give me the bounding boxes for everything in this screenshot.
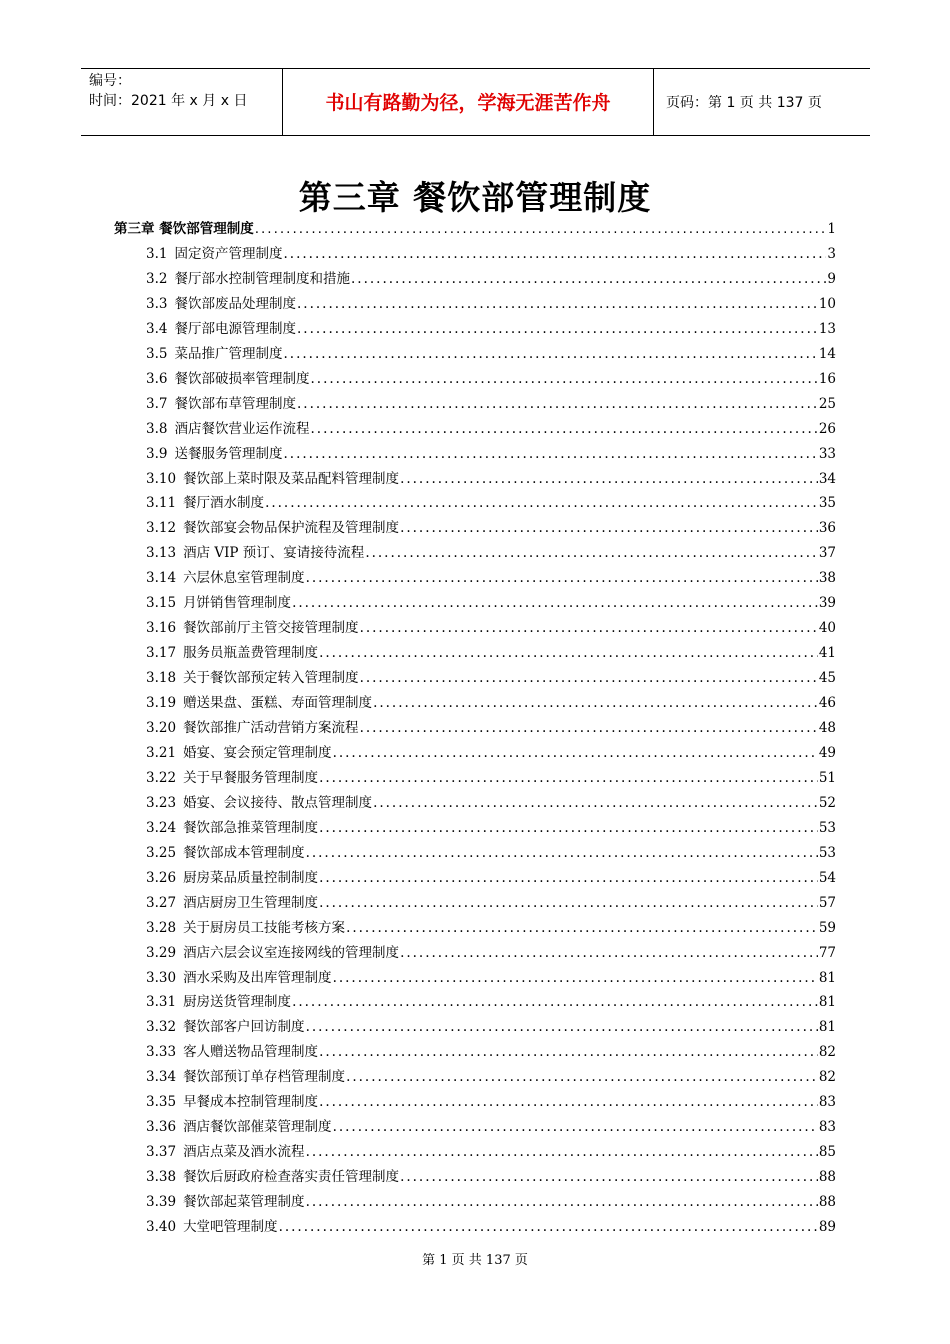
toc-entry-number: 3.38: [146, 1169, 177, 1186]
toc-entry-title: 大堂吧管理制度: [183, 1219, 278, 1235]
toc-dot-leader: [346, 918, 818, 938]
toc-entry-number: 3.3: [146, 295, 168, 312]
toc-entry-number: 3.26: [146, 869, 177, 886]
toc-dot-leader: [319, 868, 818, 888]
toc-entry-title: 婚宴、会议接待、散点管理制度: [183, 794, 373, 811]
toc-entry[interactable]: [146, 419, 836, 439]
toc-page-number: 13: [818, 320, 836, 337]
toc-page-number: 82: [818, 1069, 836, 1086]
toc-dot-leader: [319, 818, 818, 838]
toc-entry-number: 3.24: [146, 819, 177, 836]
toc-entry[interactable]: [146, 344, 836, 364]
toc-entry-number: 3.12: [146, 520, 177, 537]
toc-entry[interactable]: [146, 369, 836, 389]
toc-page-number: 37: [818, 545, 836, 562]
toc-entry-number: 3.8: [146, 420, 168, 437]
toc-entry[interactable]: [146, 444, 836, 464]
toc-page-number: 82: [818, 1044, 836, 1061]
toc-dot-leader: [319, 1042, 818, 1062]
toc-entry-number: 3.1: [146, 245, 168, 262]
toc-entry[interactable]: [146, 269, 836, 289]
toc-entry-title: 酒店点菜及酒水流程: [183, 1144, 305, 1161]
toc-entry-number: 3.32: [146, 1019, 177, 1036]
toc-dot-leader: [360, 618, 818, 638]
toc-dot-leader: [283, 244, 826, 264]
toc-entry[interactable]: [146, 943, 836, 963]
toc-entry-title: 餐厅部电源管理制度: [174, 320, 296, 337]
toc-entry[interactable]: [146, 1192, 836, 1212]
toc-page-number: 53: [818, 819, 836, 836]
header-motto: 书山有路勤为径，学海无涯苦作舟: [282, 69, 654, 135]
toc-entry-number: 3.22: [146, 769, 177, 786]
toc-entry-number: 3.40: [146, 1219, 177, 1235]
toc-entry-number: 3.14: [146, 570, 177, 587]
toc-page-number: 25: [818, 395, 836, 412]
toc-entry-title: 餐厅部水控制管理制度和措施: [174, 270, 350, 287]
toc-page-number: 41: [818, 645, 836, 662]
toc-page-number: 54: [818, 869, 836, 886]
toc-dot-leader: [365, 543, 818, 563]
toc-entry-title: 厨房菜品质量控制制度: [183, 869, 319, 886]
toc-entry-number: 3.10: [146, 470, 177, 487]
toc-dot-leader: [346, 1067, 818, 1087]
toc-page-number: 81: [818, 994, 836, 1011]
toc-entry-title: 餐饮部急推菜管理制度: [183, 819, 319, 836]
toc-page-number: 1: [827, 221, 836, 237]
toc-entry-title: 餐厅酒水制度: [183, 495, 265, 512]
toc-entry[interactable]: [146, 893, 836, 913]
header-meta: [81, 69, 282, 135]
toc-entry-number: 3.27: [146, 894, 177, 911]
toc-entry-number: 3.31: [146, 994, 177, 1011]
toc-entry-number: 3.5: [146, 345, 168, 362]
toc-entry[interactable]: [146, 1117, 836, 1137]
toc-entry-title: 餐饮部布草管理制度: [174, 395, 296, 412]
toc-dot-leader: [400, 518, 818, 538]
toc-entry-title: 第三章 餐饮部管理制度: [114, 221, 254, 237]
toc-entry-number: 3.30: [146, 969, 177, 986]
toc-entry-title: 餐饮部前厅主管交接管理制度: [183, 620, 359, 637]
toc-entry[interactable]: [146, 1092, 836, 1112]
toc-page-number: 14: [818, 345, 836, 362]
toc-dot-leader: [373, 793, 818, 813]
toc-page-number: 40: [818, 620, 836, 637]
toc-entry-title: 餐饮部推广活动营销方案流程: [183, 720, 359, 736]
toc-entry[interactable]: [146, 568, 836, 588]
toc-entry[interactable]: [146, 618, 836, 638]
toc-dot-leader: [360, 668, 818, 688]
toc-entry-title: 服务员瓶盖费管理制度: [183, 645, 319, 662]
toc-page-number: 10: [818, 295, 836, 312]
toc-dot-leader: [333, 743, 818, 763]
toc-entry-title: 关于餐饮部预定转入管理制度: [183, 670, 359, 687]
toc-entry-number: 3.25: [146, 844, 177, 861]
toc-entry-title: 固定资产管理制度: [174, 245, 283, 262]
toc-entry-title: 餐饮部废品处理制度: [174, 295, 296, 312]
toc-entry-number: 3.33: [146, 1044, 177, 1061]
toc-entry[interactable]: [146, 319, 836, 339]
toc-entry-number: 3.4: [146, 320, 168, 337]
toc-entry[interactable]: [146, 1167, 836, 1187]
chapter-title: 第三章 餐饮部管理制度: [298, 178, 652, 217]
toc-dot-leader: [360, 718, 818, 738]
toc-chapter-entry[interactable]: [114, 219, 836, 239]
toc-entry-title: 餐饮部成本管理制度: [183, 844, 305, 861]
toc-entry-title: 关于厨房员工技能考核方案: [183, 919, 346, 936]
toc-dot-leader: [306, 843, 818, 863]
toc-entry[interactable]: [146, 1142, 836, 1162]
toc-page-number: 36: [818, 520, 836, 537]
toc-entry[interactable]: [146, 743, 836, 763]
toc-dot-leader: [297, 319, 818, 339]
toc-dot-leader: [279, 1217, 818, 1237]
toc-entry[interactable]: [146, 918, 836, 938]
toc-entry-number: 3.35: [146, 1094, 177, 1111]
toc-entry-title: 酒店六层会议室连接网线的管理制度: [183, 944, 400, 961]
toc-entry-title: 酒店餐饮部催菜管理制度: [183, 1119, 332, 1136]
toc-page-number: 83: [818, 1119, 836, 1136]
toc-page-number: 38: [818, 570, 836, 587]
toc-entry[interactable]: [146, 244, 836, 264]
toc-page-number: 57: [818, 894, 836, 911]
toc-entry[interactable]: [146, 718, 836, 738]
toc-entry[interactable]: [146, 1217, 836, 1237]
code-label: 编号：: [89, 73, 131, 89]
toc-page-number: 83: [818, 1094, 836, 1111]
toc-page-number: 46: [818, 695, 836, 712]
toc-page-number: 52: [818, 794, 836, 811]
toc-entry[interactable]: [146, 1017, 836, 1037]
toc-entry-title: 餐饮后厨政府检查落实责任管理制度: [183, 1169, 400, 1186]
toc-dot-leader: [283, 344, 817, 364]
toc-page-number: 16: [818, 370, 836, 387]
toc-entry[interactable]: [146, 868, 836, 888]
toc-dot-leader: [292, 593, 818, 613]
toc-page-number: 45: [818, 670, 836, 687]
toc-entry[interactable]: [146, 543, 836, 563]
toc-dot-leader: [306, 568, 818, 588]
toc-entry-title: 餐饮部起菜管理制度: [183, 1194, 305, 1211]
toc-page-number: 34: [818, 470, 836, 487]
toc-entry-number: 3.23: [146, 794, 177, 811]
toc-entry-number: 3.28: [146, 919, 177, 936]
toc-entry-title: 餐饮部破损率管理制度: [174, 370, 310, 387]
toc-entry-number: 3.11: [146, 495, 177, 512]
toc-dot-leader: [283, 444, 817, 464]
toc-entry[interactable]: [146, 1042, 836, 1062]
toc-entry-number: 3.17: [146, 645, 177, 662]
toc-page-number: 35: [818, 495, 836, 512]
toc-entry-number: 3.34: [146, 1069, 177, 1086]
toc-entry-number: 3.39: [146, 1194, 177, 1211]
toc-dot-leader: [255, 219, 827, 239]
toc-dot-leader: [351, 269, 826, 289]
toc-entry[interactable]: [146, 992, 836, 1012]
toc-entry[interactable]: [146, 294, 836, 314]
toc-entry[interactable]: [146, 843, 836, 863]
toc-entry-title: 餐饮部预订单存档管理制度: [183, 1069, 346, 1086]
toc-entry-number: 3.16: [146, 620, 177, 637]
toc-entry[interactable]: [146, 518, 836, 538]
toc-entry[interactable]: [146, 593, 836, 613]
toc-entry-title: 菜品推广管理制度: [174, 345, 283, 362]
toc-page-number: 85: [818, 1144, 836, 1161]
toc-entry-title: 酒店 VIP 预订、宴请接待流程: [183, 545, 365, 562]
toc-page-number: 3: [827, 245, 836, 262]
toc-entry-number: 3.37: [146, 1144, 177, 1161]
toc-entry-number: 3.36: [146, 1119, 177, 1136]
page-header: [81, 68, 870, 136]
toc-entry-title: 餐饮部客户回访制度: [183, 1019, 305, 1036]
toc-entry-number: 3.29: [146, 944, 177, 961]
toc-dot-leader: [297, 294, 818, 314]
toc-entry-title: 赠送果盘、蛋糕、寿面管理制度: [183, 695, 373, 712]
toc-dot-leader: [333, 1117, 818, 1137]
page-footer: 第 1 页 共 137 页: [422, 1253, 528, 1268]
toc-entry[interactable]: [146, 643, 836, 663]
toc-page-number: 77: [818, 944, 836, 961]
toc-entry[interactable]: [146, 693, 836, 713]
toc-entry-title: 婚宴、宴会预定管理制度: [183, 744, 332, 761]
toc-entry-title: 酒水采购及出库管理制度: [183, 969, 332, 986]
toc-entry-title: 餐饮部上菜时限及菜品配料管理制度: [183, 470, 400, 487]
toc-entry-number: 3.13: [146, 545, 177, 562]
toc-dot-leader: [319, 1092, 818, 1112]
toc-entry[interactable]: [146, 818, 836, 838]
header-page-info: 页码：第 1 页 共 137 页: [666, 95, 822, 111]
toc-dot-leader: [265, 493, 818, 513]
toc-entry-title: 酒店厨房卫生管理制度: [183, 894, 319, 911]
toc-dot-leader: [306, 1192, 818, 1212]
toc-entry[interactable]: [146, 793, 836, 813]
toc-entry-number: 3.6: [146, 370, 168, 387]
toc-entry-title: 早餐成本控制管理制度: [183, 1094, 319, 1111]
time-label: 时间：2021 年 x 月 x 日: [89, 93, 248, 109]
toc-entry[interactable]: [146, 1067, 836, 1087]
toc-entry-title: 客人赠送物品管理制度: [183, 1044, 319, 1061]
toc-entry[interactable]: [146, 668, 836, 688]
toc-dot-leader: [333, 968, 818, 988]
toc-entry-number: 3.15: [146, 595, 177, 612]
toc-page-number: 48: [818, 720, 836, 736]
toc-page-number: 53: [818, 844, 836, 861]
toc-dot-leader: [306, 1017, 818, 1037]
toc-entry-number: 3.7: [146, 395, 168, 412]
toc-entry[interactable]: [146, 493, 836, 513]
toc-dot-leader: [319, 893, 818, 913]
toc-dot-leader: [373, 693, 818, 713]
toc-page-number: 39: [818, 595, 836, 612]
toc-entry-number: 3.18: [146, 670, 177, 687]
toc-dot-leader: [400, 1167, 818, 1187]
toc-entry-number: 3.21: [146, 744, 177, 761]
toc-dot-leader: [310, 419, 817, 439]
toc-entry-title: 关于早餐服务管理制度: [183, 769, 319, 786]
toc-page-number: 88: [818, 1194, 836, 1211]
toc-page-number: 59: [818, 919, 836, 936]
toc-entry-number: 3.20: [146, 720, 177, 736]
toc-page-number: 81: [818, 969, 836, 986]
toc-dot-leader: [400, 943, 818, 963]
toc-entry[interactable]: [146, 394, 836, 414]
toc-entry-title: 餐饮部宴会物品保护流程及管理制度: [183, 520, 400, 537]
toc-page-number: 88: [818, 1169, 836, 1186]
toc-entry-number: 3.2: [146, 270, 168, 287]
toc-entry-title: 酒店餐饮营业运作流程: [174, 420, 310, 437]
toc-dot-leader: [310, 369, 817, 389]
toc-dot-leader: [297, 394, 818, 414]
toc-dot-leader: [306, 1142, 818, 1162]
toc-dot-leader: [400, 469, 818, 489]
toc-entry-number: 3.19: [146, 695, 177, 712]
toc-entry[interactable]: [146, 768, 836, 788]
toc-entry-title: 送餐服务管理制度: [174, 445, 283, 462]
toc-entry-title: 六层休息室管理制度: [183, 570, 305, 587]
toc-entry-number: 3.9: [146, 445, 168, 462]
toc-page-number: 26: [818, 420, 836, 437]
toc-dot-leader: [292, 992, 818, 1012]
toc-page-number: 89: [818, 1219, 836, 1235]
toc-dot-leader: [319, 768, 818, 788]
toc-dot-leader: [319, 643, 818, 663]
toc-entry[interactable]: [146, 968, 836, 988]
toc-entry-title: 月饼销售管理制度: [183, 595, 292, 612]
toc-page-number: 9: [827, 270, 836, 287]
toc-entry[interactable]: [146, 469, 836, 489]
toc-entry-title: 厨房送货管理制度: [183, 994, 292, 1011]
toc-page-number: 81: [818, 1019, 836, 1036]
toc-page-number: 33: [818, 445, 836, 462]
toc-page-number: 51: [818, 769, 836, 786]
toc-page-number: 49: [818, 744, 836, 761]
